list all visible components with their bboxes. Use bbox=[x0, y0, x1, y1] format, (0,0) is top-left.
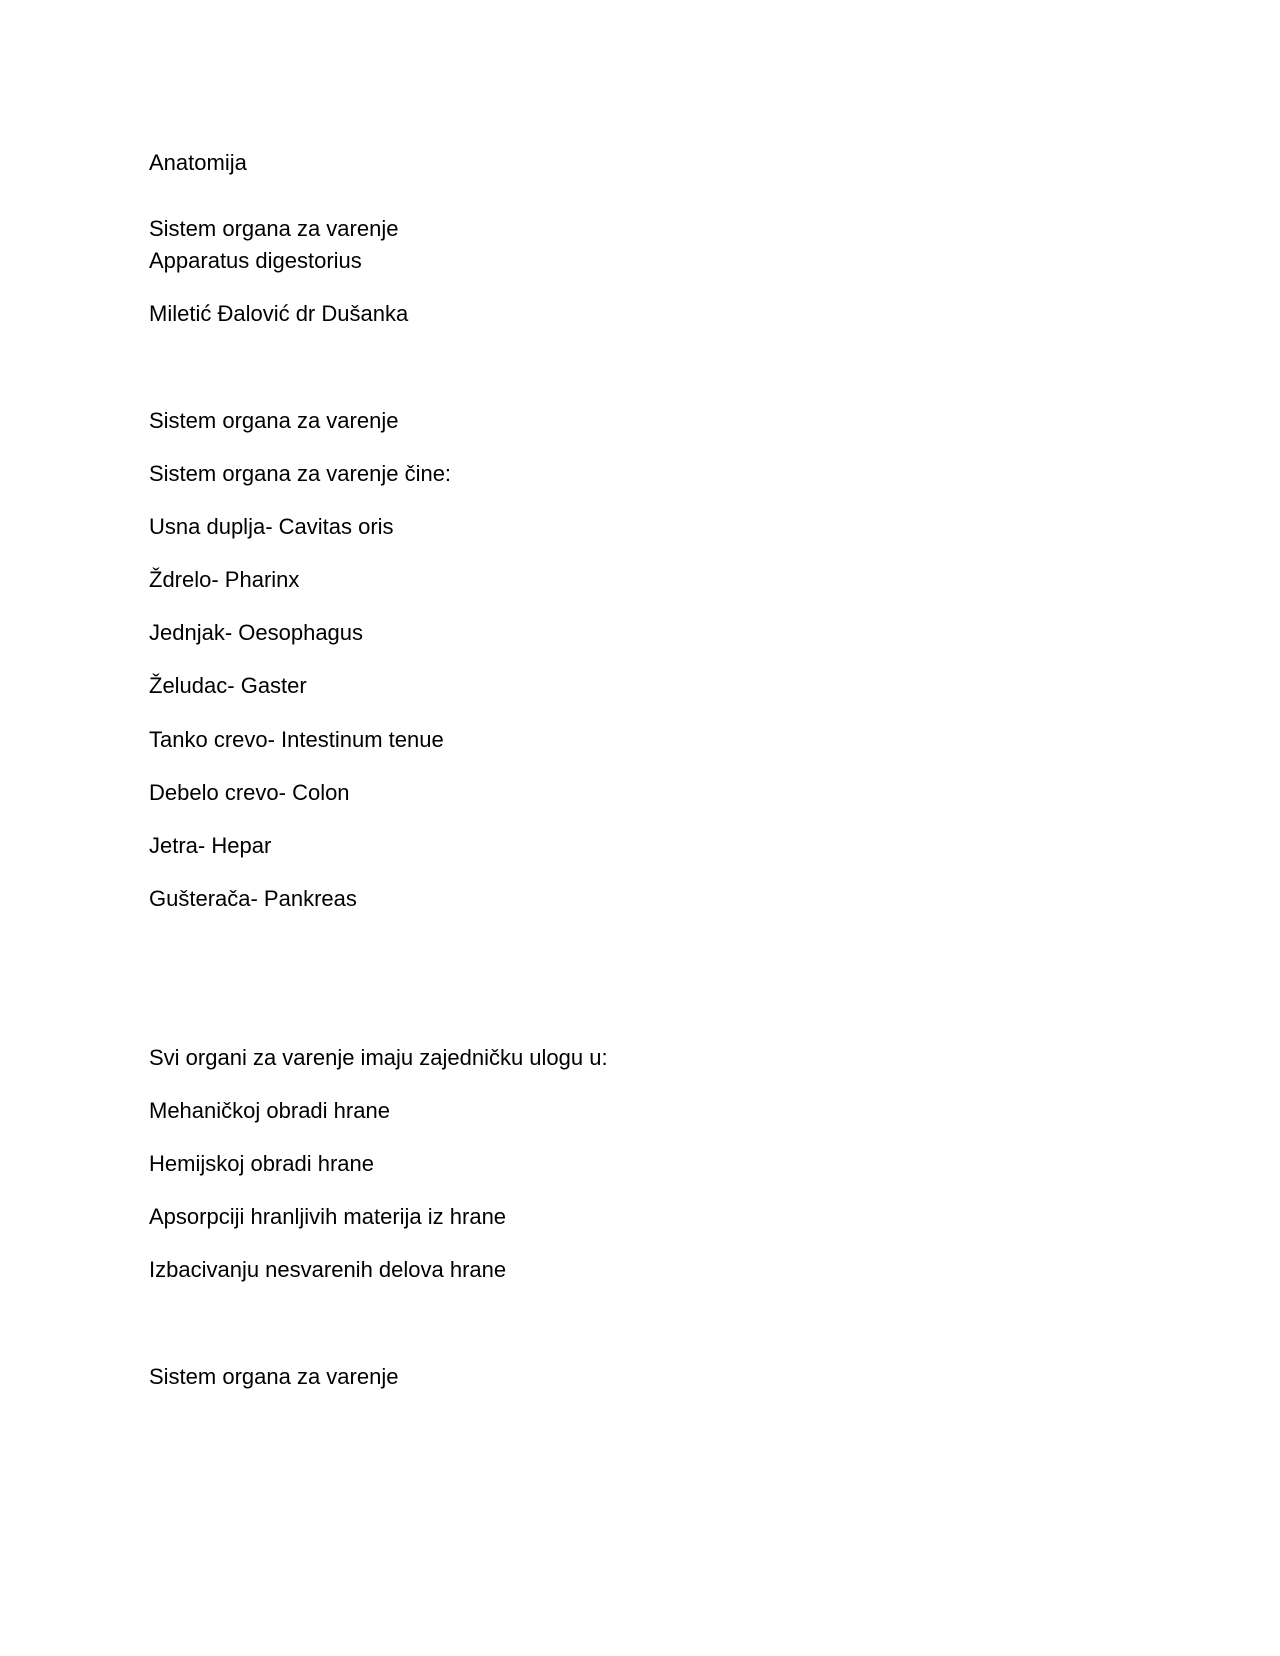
document-title: Anatomija bbox=[149, 150, 247, 175]
section-heading: Sistem organa za varenje bbox=[149, 408, 399, 433]
role-item: Izbacivanju nesvarenih delova hrane bbox=[149, 1257, 507, 1282]
author-name: Miletić Đalović dr Dušanka bbox=[149, 301, 409, 326]
role-item: Mehaničkoj obradi hrane bbox=[149, 1098, 390, 1123]
role-item: Apsorpciji hranljivih materija iz hrane bbox=[149, 1204, 507, 1229]
organ-item: Jednjak- Oesophagus bbox=[149, 620, 364, 645]
organ-item: Debelo crevo- Colon bbox=[149, 780, 350, 805]
subtitle-serbian: Sistem organa za varenje bbox=[149, 216, 399, 241]
organs-intro: Sistem organa za varenje čine: bbox=[149, 461, 452, 486]
organ-item: Gušterača- Pankreas bbox=[149, 886, 357, 911]
organ-item: Usna duplja- Cavitas oris bbox=[149, 514, 394, 539]
organ-item: Tanko crevo- Intestinum tenue bbox=[149, 727, 444, 752]
subtitle-latin: Apparatus digestorius bbox=[149, 248, 362, 273]
roles-intro: Svi organi za varenje imaju zajedničku ulogu u: bbox=[149, 1045, 608, 1070]
organ-item: Ždrelo- Pharinx bbox=[149, 567, 300, 592]
organ-item: Jetra- Hepar bbox=[149, 833, 272, 858]
role-item: Hemijskoj obradi hrane bbox=[149, 1151, 374, 1176]
section-heading-2: Sistem organa za varenje bbox=[149, 1364, 399, 1389]
organ-item: Želudac- Gaster bbox=[149, 673, 307, 698]
